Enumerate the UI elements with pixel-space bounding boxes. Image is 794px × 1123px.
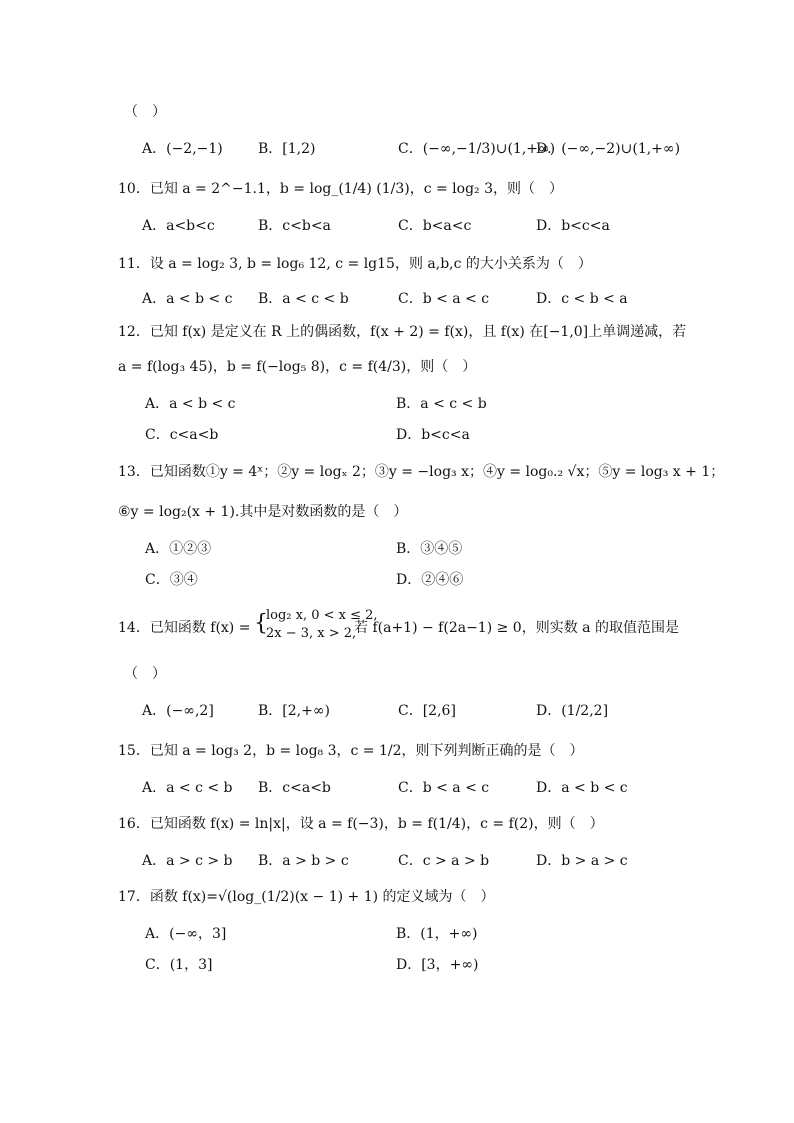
q13-option-a[interactable]: A．①②③ (145, 541, 212, 557)
q16-stem: 16．已知函数 f(x) = ln|x|，设 a = f(−3)，b = f(1/4)，c = f(2)，则（ ） (118, 816, 604, 832)
q9-option-a[interactable]: A．(−2,−1) (142, 141, 223, 157)
q14-case-1: log₂ x, 0 < x ≤ 2, (266, 608, 378, 623)
q15-option-a[interactable]: A．a < c < b (142, 780, 233, 796)
q13-option-b[interactable]: B．③④⑤ (396, 541, 463, 557)
q13-options-row1 (0, 535, 794, 563)
q10-option-a[interactable]: A．a<b<c (142, 218, 215, 234)
q15-option-d[interactable]: D．a < b < c (536, 780, 628, 796)
q9-options (0, 135, 794, 163)
q10-option-c[interactable]: C．b<a<c (398, 218, 472, 234)
q9-paren-line (0, 98, 794, 126)
q17-stem-line (0, 883, 794, 911)
q14-paren-line (0, 660, 794, 688)
q12-option-b[interactable]: B．a < c < b (396, 396, 487, 412)
q12-stem: 12．已知 f(x) 是定义在 R 上的偶函数，f(x + 2) = f(x)，且 f(x) 在[−1,0]上单调递减，若 (118, 324, 687, 340)
q11-option-b[interactable]: B．a < c < b (258, 291, 349, 307)
q17-stem: 17．函数 f(x)=√(log_(1/2)(x − 1) + 1) 的定义域为（ ） (118, 889, 495, 905)
q12-option-a[interactable]: A．a < b < c (145, 396, 236, 412)
q16-option-a[interactable]: A．a > c > b (142, 853, 233, 869)
q16-option-b[interactable]: B．a > b > c (258, 853, 349, 869)
q9-option-b[interactable]: B．[1,2) (258, 141, 316, 157)
q10-options (0, 212, 794, 240)
q17-option-d[interactable]: D．[3，+∞) (396, 957, 479, 973)
q17-option-b[interactable]: B．(1，+∞) (396, 926, 478, 942)
q14-option-d[interactable]: D．(1/2,2] (536, 703, 609, 719)
q17-option-c[interactable]: C．(1，3] (145, 957, 213, 973)
q12-option-d[interactable]: D．b<c<a (396, 427, 470, 443)
q12-stem2-line (0, 353, 794, 381)
q15-stem-line (0, 737, 794, 765)
q11-stem: 11．设 a = log₂ 3, b = log₆ 12, c = lg15，则 a,b,c 的大小关系为（ ） (118, 256, 592, 272)
q10-option-d[interactable]: D．b<c<a (536, 218, 610, 234)
q12-options-row2 (0, 421, 794, 449)
q17-options-row1 (0, 920, 794, 948)
q10-option-b[interactable]: B．c<b<a (258, 218, 331, 234)
q14-options (0, 697, 794, 725)
q15-options (0, 774, 794, 802)
q11-options (0, 285, 794, 313)
q17-option-a[interactable]: A．(−∞，3] (145, 926, 227, 942)
q9-paren: （ ） (124, 104, 166, 120)
q14-case-2: 2x − 3, x > 2, (266, 626, 357, 641)
q10-stem-line (0, 175, 794, 203)
q11-stem-line (0, 250, 794, 278)
q12-options-row1 (0, 390, 794, 418)
q14-stem-a: 14．已知函数 f(x) = (118, 620, 251, 636)
q13-option-c[interactable]: C．③④ (145, 572, 198, 588)
q16-options (0, 847, 794, 875)
q13-stem-cont: ⑥y = log₂(x + 1).其中是对数函数的是（ ） (118, 504, 408, 520)
q13-stem2-line (0, 498, 794, 526)
q17-options-row2 (0, 951, 794, 979)
q10-stem: 10．已知 a = 2^−1.1，b = log_(1/4) (1/3)，c = log₂ 3，则（ ） (118, 181, 564, 197)
q15-option-c[interactable]: C．b < a < c (398, 780, 490, 796)
q13-option-d[interactable]: D．②④⑥ (396, 572, 464, 588)
q16-stem-line (0, 810, 794, 838)
q16-option-d[interactable]: D．b > a > c (536, 853, 628, 869)
q14-stem-line (0, 608, 794, 654)
q14-option-c[interactable]: C．[2,6] (398, 703, 456, 719)
q13-stem-line (0, 458, 794, 486)
q9-option-d[interactable]: D．(−∞,−2)∪(1,+∞) (536, 141, 681, 157)
q9-option-c[interactable]: C．(−∞,−1/3)∪(1,+∞) (398, 141, 556, 157)
q12-stem-line (0, 318, 794, 346)
q14-brace: { (254, 611, 268, 636)
q14-stem-b: 若 f(a+1) − f(2a−1) ≥ 0，则实数 a 的取值范围是 (354, 620, 679, 636)
q14-paren: （ ） (124, 666, 166, 682)
q16-option-c[interactable]: C．c > a > b (398, 853, 490, 869)
q11-option-a[interactable]: A．a < b < c (142, 291, 233, 307)
q14-option-a[interactable]: A．(−∞,2] (142, 703, 214, 719)
q11-option-c[interactable]: C．b < a < c (398, 291, 490, 307)
q13-options-row2 (0, 566, 794, 594)
q12-stem-cont: a = f(log₃ 45)，b = f(−log₅ 8)，c = f(4/3)，则（ ） (118, 359, 477, 375)
q14-option-b[interactable]: B．[2,+∞) (258, 703, 330, 719)
q15-option-b[interactable]: B．c<a<b (258, 780, 331, 796)
q13-stem: 13．已知函数①y = 4ˣ；②y = logₓ 2；③y = −log₃ x；④y = log₀.₂ √x；⑤y = log₃ x + 1； (118, 464, 725, 480)
q11-option-d[interactable]: D．c < b < a (536, 291, 628, 307)
q15-stem: 15．已知 a = log₃ 2，b = log₈ 3，c = 1/2，则下列判断正确的是（ ） (118, 743, 584, 759)
q12-option-c[interactable]: C．c<a<b (145, 427, 219, 443)
